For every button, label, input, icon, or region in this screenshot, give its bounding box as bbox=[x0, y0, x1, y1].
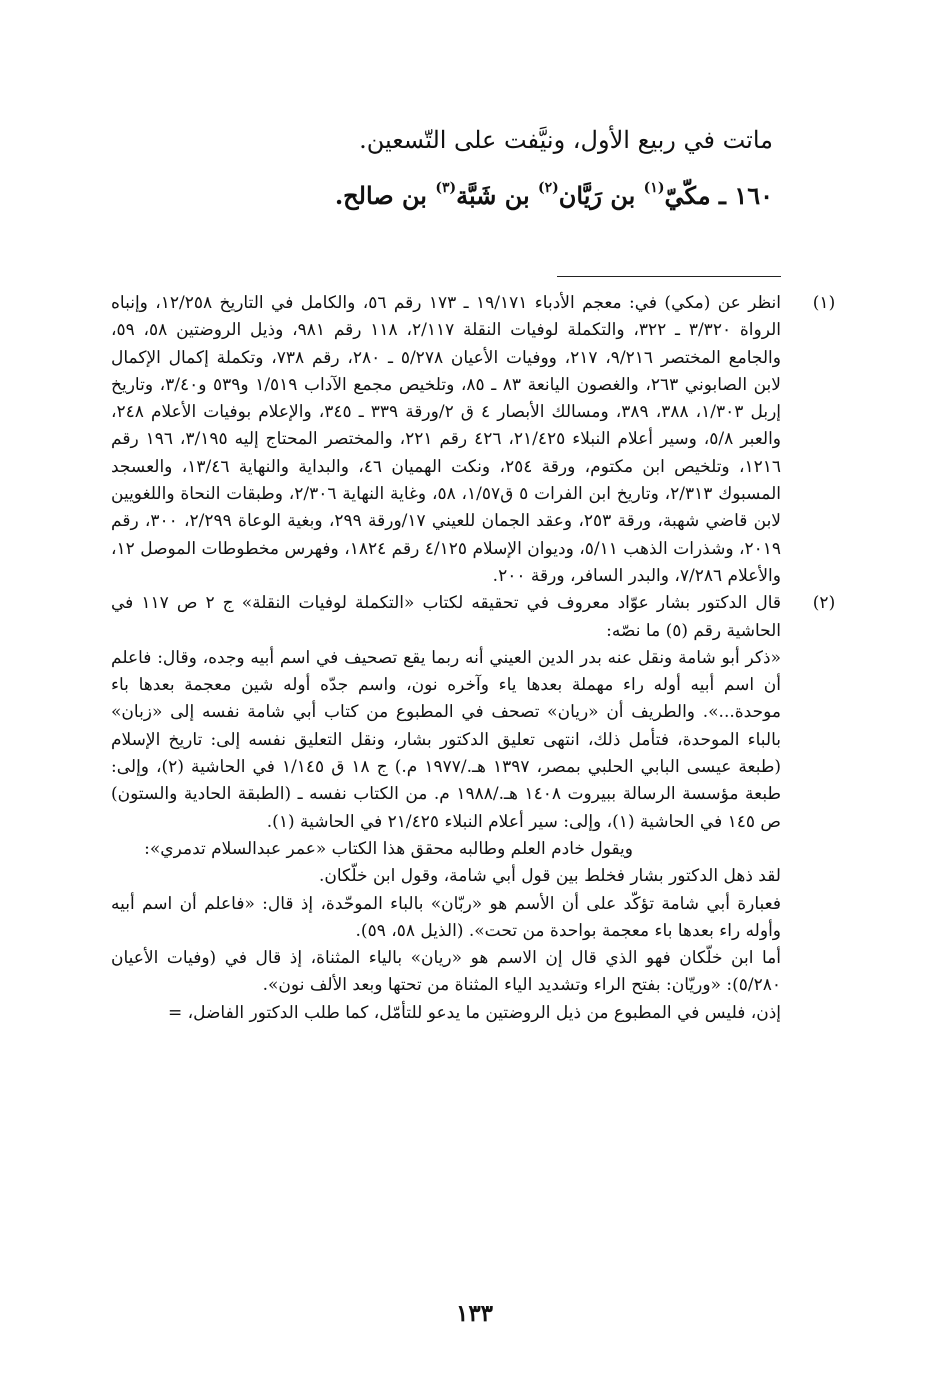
footnote-paragraph: انظر عن (مكي) في: معجم الأدباء ١٩/١٧١ ـ ١٧٣ رقم ٥٦، والكامل في التاريخ ١٢/٢٥٨، وإنباه الرواة ٣/٣٢٠ ـ ٣٢٢، والتكملة لوفيات النقلة ٢/١١٧، ١١٨ رقم ٩٨١، وذيل الروضتين ٥٨، ٥٩، والجامع المختصر ٩/٢١٦، ٢١٧، ووفيات الأعيان ٥/٢٧٨ ـ ٢٨٠، رقم ٧٣٨، وتكملة إكمال الإكمال لابن الصابوني ٢٦٣، والغصون اليانعة ٨٣ ـ ٨٥، وتلخيص مجمع الآداب ١/٥١٩ و٥٣٩ و٣/٤٠، وتاريخ إربل ١/٣٠٣، ٣٨٨، ٣٨٩، ومسالك الأبصار ٤ ق ٢/ورقة ٣٣٩ ـ ٣٤٥، والإعلام بوفيات الأعلام ٢٤٨، والعبر ٥/٨، وسير أعلام النبلاء ٢١/٤٢٥، ٤٢٦ رقم ٢٢١، والمختصر المحتاج إليه ٣/١٩٥، ١٩٦ رقم ١٢١٦، وتلخيص ابن مكتوم، ورقة ٢٥٤، ونكت الهميان ٤٦، والبداية والنهاية ١٣/٤٦، والعسجد المسبوك ٢/٣١٣، وتاريخ ابن الفرات ٥ ق١/٥٧، ٥٨، وغاية النهاية ٢/٣٠٦، وطبقات النحاة واللغويين لابن قاضي شهبة، ورقة ٢٥٣، وعقد الجمان للعيني ١٧/ورقة ٢٩٩، وبغية الوعاة ٢/٢٩٩، ٣٠٠، رقم ٢٠١٩، وشذرات الذهب ٥/١١، وديوان الإسلام ٤/١٢٥ رقم ١٨٢٤، وفهرس مخطوطات الموصل ١٢، والأعلام ٧/٢٨٦، والبدر السافر، ورقة ٢٠٠. bbox=[111, 293, 782, 586]
main-text bbox=[153, 112, 773, 224]
footnote-paragraph: «ذكر أبو شامة ونقل عنه بدر الدين العيني أنه ربما يقع تصحيف في اسم أبيه وجده، وقال: فاعلم أن اسم أبيه أوله راء مهملة بعدها ياء وآخره نون، واسم جدّه أوله شين معجمة بعدها باء موحدة...». والطريف أن «ريان» تصحف في المطبوع من كتاب أبي شامة نفسه إلى «زبان» بالباء الموحدة، فتأمل ذلك، انتهى تعليق الدكتور بشار، ونقل التعليق نفسه إلى: تاريخ الإسلام (طبعة عيسى البابي الحلبي بمصر، ١٣٩٧ هـ./١٩٧٧ م.) ج ١٨ ق ١/١٤٥ في الحاشية (٢)، وإلى: طبعة مؤسسة الرسالة ببيروت ١٤٠٨ هـ./١٩٨٨ م. من الكتاب نفسه ـ (الطبقة الحادية والستون) ص ١٤٥ في الحاشية (١)، وإلى: سير أعلام النبلاء ٢١/٤٢٥ في الحاشية (١). bbox=[111, 647, 782, 832]
entry-name-1: مكّيّ bbox=[664, 181, 711, 210]
footnote-1 bbox=[111, 290, 849, 590]
footnote-number: (٢) bbox=[812, 593, 836, 614]
entry-number: ١٦٠ bbox=[734, 181, 773, 210]
footnote-paragraph: إذن، فليس في المطبوع من ذيل الروضتين ما يدعو للتأمّل، كما طلب الدكتور الفاضل، = bbox=[167, 1002, 781, 1023]
footnote-2 bbox=[111, 590, 849, 1027]
footnote-ref-2: (٢) bbox=[538, 180, 559, 196]
footnote-paragraph: قال الدكتور بشار عوّاد معروف في تحقيقه لكتاب «التكملة لوفيات النقلة» ج ٢ ص ١١٧ في الحاشية رقم (٥) ما نصّه: bbox=[111, 593, 781, 641]
entry-name-3: بن شَبَّة bbox=[456, 181, 539, 210]
footnote-paragraph: فعبارة أبي شامة تؤكّد على أن الأسم هو «ربّان» بالباء الموحّدة، إذ قال: «فاعلم أن اسم أبيه وأوله راء بعدها باء معجمة بواحدة من تحت». (الذيل ٥٨، ٥٩). bbox=[111, 893, 781, 941]
main-line-1: ماتت في ربيع الأول، ونيَّفت على التّسعين. bbox=[359, 126, 773, 154]
footnote-number: (١) bbox=[812, 293, 836, 313]
footnote-divider bbox=[557, 276, 781, 277]
footnote-paragraph: لقد ذهل الدكتور بشار فخلط بين قول أبي شامة، وقول ابن خلّكان. bbox=[318, 866, 781, 887]
footnote-paragraph: ويقول خادم العلم وطالبه محقق هذا الكتاب «عمر عبدالسلام تدمري»: bbox=[144, 838, 633, 859]
footnotes bbox=[111, 290, 849, 1027]
footnote-paragraph: أما ابن خلّكان فهو الذي قال إن الاسم هو «ريان» بالياء المثناة، إذ قال في (وفيات الأعيان ٥/٢٨٠): «وريّان: بفتح الراء وتشديد الياء المثناة من تحتها وبعد الألف نون». bbox=[111, 948, 781, 996]
footnote-ref-1: (١) bbox=[643, 180, 665, 196]
entry-dash: ـ bbox=[710, 181, 735, 210]
biography-entry-heading bbox=[153, 168, 773, 224]
footnote-ref-3: (٣) bbox=[435, 180, 457, 196]
entry-name-4: بن صالح. bbox=[334, 181, 436, 210]
page-number: ١٣٣ bbox=[455, 1300, 494, 1327]
entry-name-2: بن رَيَّان bbox=[558, 181, 644, 210]
